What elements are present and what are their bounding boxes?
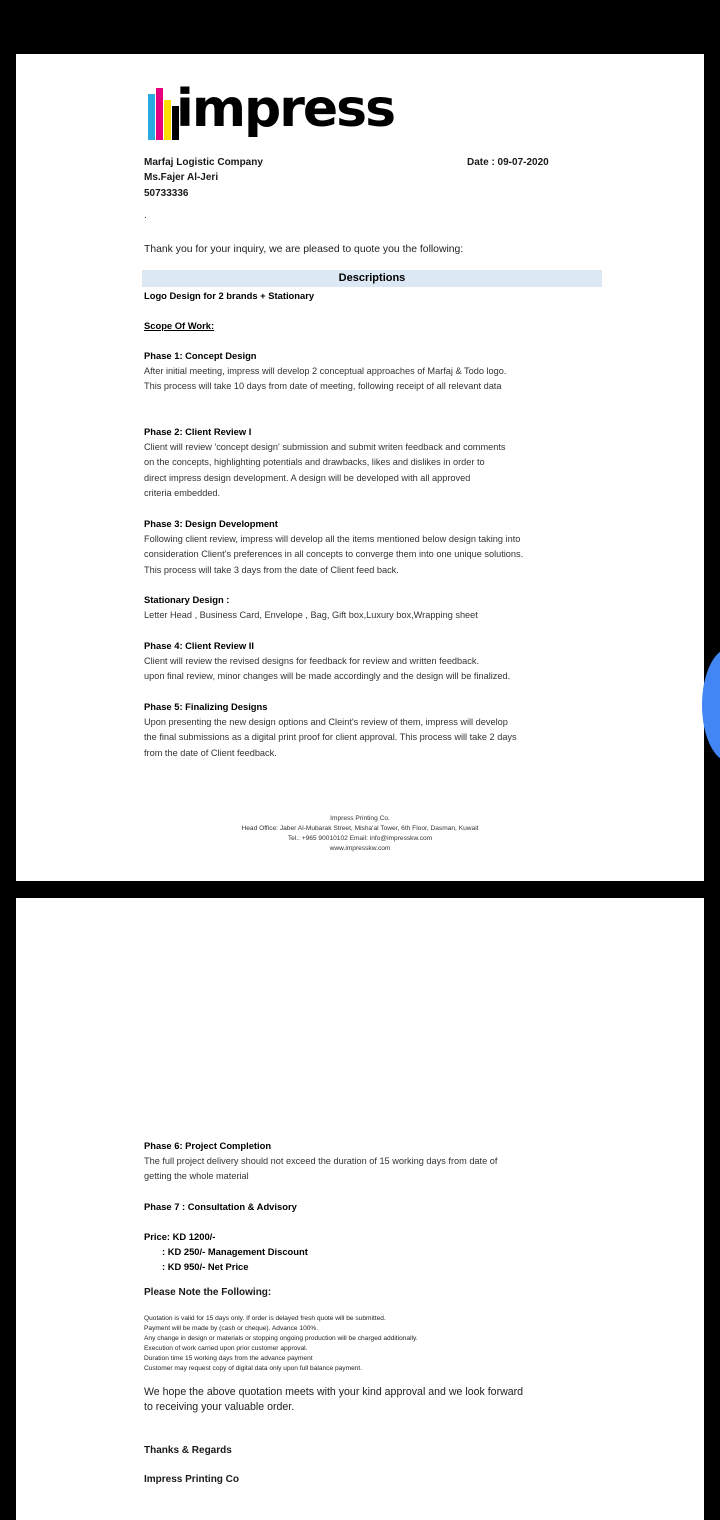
quotation-page-2 [16, 898, 704, 1520]
text-line: This process will take 10 days from date of meeting, following receipt of all relevant data [144, 381, 502, 392]
note-item: Quotation is valid for 15 days only. If order is delayed fresh quote will be submitted. [144, 1315, 386, 1322]
client-company: Marfaj Logistic Company [144, 157, 263, 168]
phase-5-heading: Phase 5: Finalizing Designs [144, 701, 268, 712]
client-contact: Ms.Fajer Al-Jeri [144, 172, 219, 183]
intro-text: Thank you for your inquiry, we are pleased to quote you the following: [144, 244, 464, 255]
footer-website: www.impresskw.com [329, 845, 391, 852]
text-line: We hope the above quotation meets with your kind approval and we look forward [144, 1386, 524, 1398]
discount-line: : KD 250/- Management Discount [162, 1246, 308, 1257]
text-line: The full project delivery should not exceed the duration of 15 working days from date of [144, 1156, 498, 1166]
text-line: getting the whole material [144, 1171, 249, 1182]
phase-1-text [144, 364, 506, 395]
text-line: from the date of Client feedback. [144, 747, 277, 758]
text-line: Client will review the revised designs for feedback for review and written feedback. [144, 656, 479, 666]
impress-logo [148, 74, 395, 144]
text-line: Letter Head , Business Card, Envelope , Bag, Gift box,Luxury box,Wrapping sheet [144, 610, 478, 620]
footer-company: Impress Printing Co. [330, 815, 390, 822]
text-line: on the concepts, highlighting potentials and drawbacks, likes and dislikes in order to [144, 457, 485, 468]
price-line: Price: KD 1200/- [144, 1231, 216, 1242]
phase-6-text [144, 1154, 497, 1185]
phase-7-heading: Phase 7 : Consultation & Advisory [144, 1201, 297, 1212]
logo-text: impress [176, 79, 395, 139]
notes-list [144, 1314, 418, 1374]
scope-of-work-heading: Scope Of Work: [144, 320, 215, 331]
quote-date: Date : 09-07-2020 [467, 157, 549, 168]
text-line: the final submissions as a digital print proof for client approval. This process will take 2 days [144, 732, 517, 743]
net-price-line: : KD 950/- Net Price [162, 1261, 249, 1272]
logo-color-bars-icon [148, 82, 178, 140]
note-item: Duration time 15 working days from the advance payment [144, 1355, 313, 1362]
signature-text: Impress Printing Co [144, 1474, 240, 1485]
text-line: This process will take 3 days from the date of Client feed back. [144, 564, 399, 575]
phase-3-heading: Phase 3: Design Development [144, 518, 278, 529]
scroll-handle[interactable] [702, 648, 720, 762]
note-item: Execution of work carried upon prior customer approval. [144, 1345, 308, 1352]
text-line: upon final review, minor changes will be made accordingly and the design will be finalized. [144, 671, 511, 682]
text-line: consideration Client's preferences in all concepts to converge them into one unique solutions. [144, 549, 524, 560]
descriptions-header [142, 270, 602, 287]
phase-4-heading: Phase 4: Client Review II [144, 640, 254, 651]
letterhead-footer [16, 814, 704, 854]
phase-3-text [144, 532, 523, 578]
dot-marker: . [144, 210, 147, 221]
footer-address: Head Office: Jaber Al-Mubarak Street, Misha'al Tower, 6th Floor, Dasman, Kuwait [241, 825, 479, 832]
phase-2-text [144, 440, 505, 501]
descriptions-label: Descriptions [338, 272, 406, 284]
stationary-design-heading: Stationary Design : [144, 594, 230, 605]
text-line: to receiving your valuable order. [144, 1401, 295, 1414]
notes-heading: Please Note the Following: [144, 1287, 272, 1298]
project-title: Logo Design for 2 brands + Stationary [144, 290, 315, 301]
text-line: direct impress design development. A design will be developed with all approved [144, 472, 471, 483]
quotation-page-1 [16, 54, 704, 881]
text-line: Upon presenting the new design options and Cleint's review of them, impress will develop [144, 717, 508, 727]
client-phone: 50733336 [144, 188, 189, 199]
text-line: criteria embedded. [144, 487, 221, 498]
note-item: Customer may request copy of digital data only upon full balance payment. [144, 1365, 363, 1372]
phase-5-text [144, 715, 517, 761]
text-line: After initial meeting, impress will develop 2 conceptual approaches of Marfaj & Todo logo. [144, 366, 507, 376]
text-line: Following client review, impress will develop all the items mentioned below design taking into [144, 534, 521, 544]
footer-contact: Tel.: +965 90010102 Email: info@impresskw.com [287, 835, 433, 842]
text-line: Client will review 'concept design' submission and submit writen feedback and comments [144, 442, 506, 452]
note-item: Payment will be made by (cash or cheque). Advance 100%. [144, 1325, 319, 1332]
phase-6-heading: Phase 6: Project Completion [144, 1140, 272, 1151]
phase-1-heading: Phase 1: Concept Design [144, 350, 257, 361]
regards-text: Thanks & Regards [144, 1445, 232, 1456]
note-item: Any change in design or materials or stopping ongoing production will be charged additionally. [144, 1335, 418, 1342]
stationary-design-text [144, 608, 478, 623]
phase-4-text [144, 654, 510, 685]
phase-2-heading: Phase 2: Client Review I [144, 426, 252, 437]
closing-text [144, 1385, 523, 1416]
